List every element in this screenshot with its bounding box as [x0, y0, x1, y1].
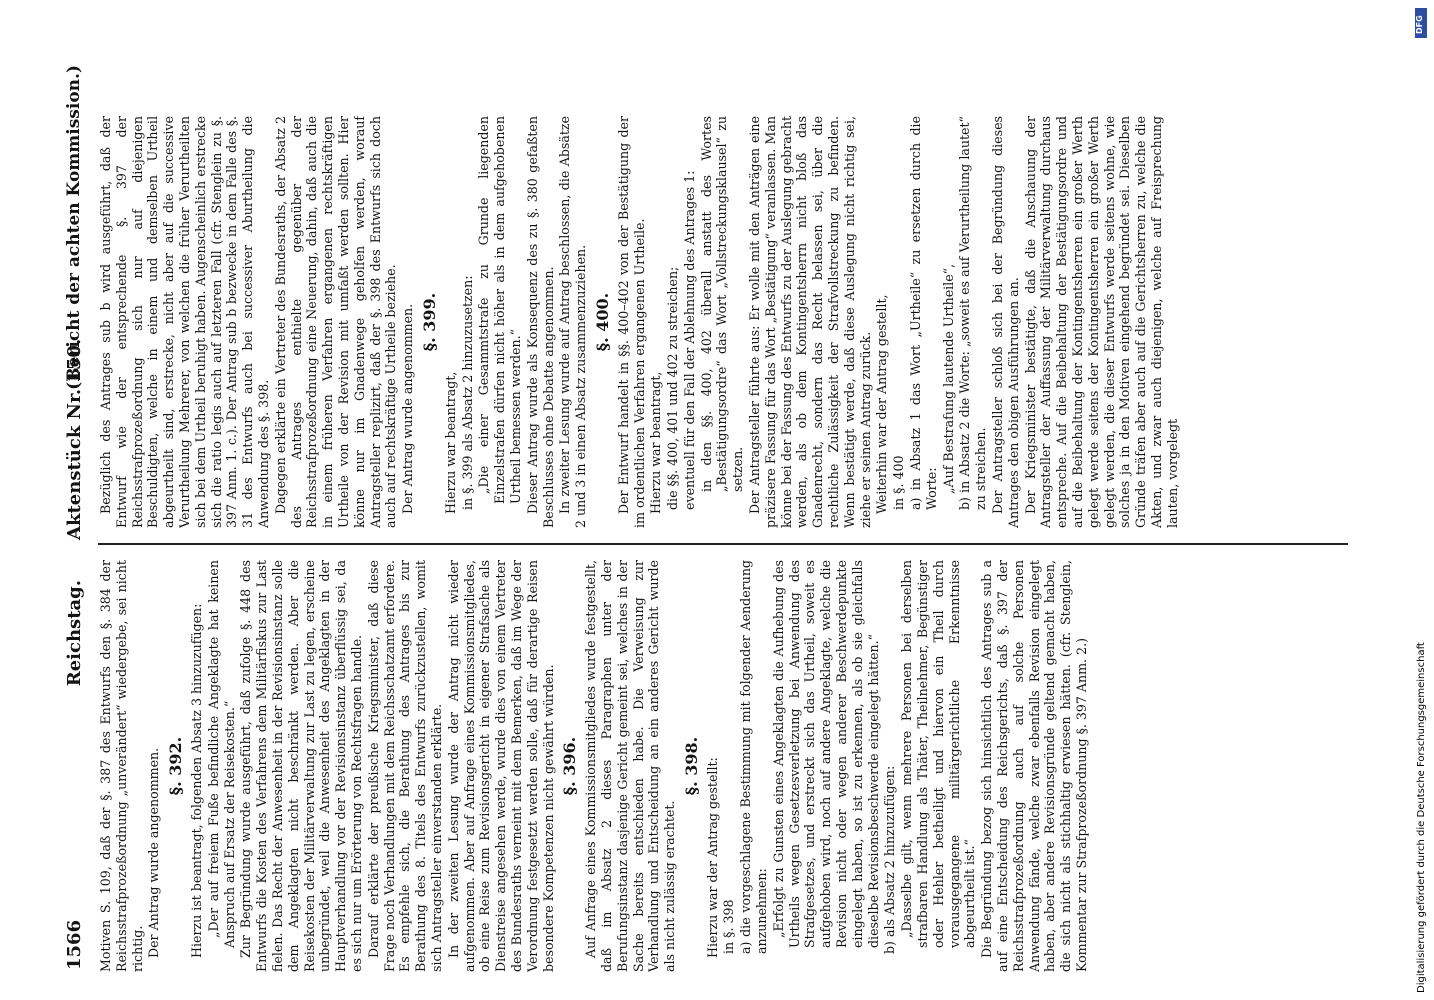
quoted-amendment: „Dasselbe gilt, wenn mehrere Personen bei derselben strafbaren Handlung als Thäter, Theilnehmer, Begünstiger oder Hehler betheiligt und hiervon ein Theil durch vorausgegangene militärgerichtliche Erkenntnisse abgeurtheilt ist.“ [899, 560, 978, 948]
paragraph: Dieser Antrag wurde als Konsequenz des zu §. 380 gefaßten Beschlusses ohne Debatte angenommen. [524, 116, 556, 528]
dfg-logo: DFG [1415, 8, 1427, 38]
text-column-right [98, 116, 1348, 528]
paragraph: Hierzu war der Antrag gestellt: [704, 757, 720, 958]
column-divider [98, 543, 1348, 545]
paragraph: Der Antrag wurde angenommen. [146, 747, 162, 958]
section-heading: §. 392. [166, 736, 186, 796]
section-heading: §. 396. [560, 736, 580, 796]
paragraph: Der Antragsteller schloß sich bei der Begründung dieses Antrages den obigen Ausführungen an. [990, 116, 1021, 528]
quoted-amendment: „Die einer Gesammtstrafe zu Grunde liegenden Einzelstrafen dürfen nicht höher als in dem aufgehobenen Urtheil bemessen werden.“ [476, 116, 523, 504]
section-heading: §. 399. [419, 292, 439, 352]
list-item: die §§. 400, 401 und 402 zu streichen; [665, 266, 681, 510]
running-title-a: Reichstag. [64, 579, 85, 687]
paragraph: Auf Anfrage eines Kommissionsmitgliedes wurde festgestellt, daß im Absatz 2 dieses Paragraphen unter der Berufungsinstanz dasjenige Gericht gemeint sei, welches in der Sache bereits entschieden habe. Die Verweisung zur Verhandlung und Entscheidung an ein anderes Gericht wurde als nicht zulässig erachtet. [583, 560, 678, 972]
list-item: in den §§. 400, 402 überall anstatt des Wortes „Bestätigungsordre“ das Wort „Vollstreckungsklausel“ zu setzen. [698, 116, 746, 492]
paragraph: Die Begründung bezog sich hinsichtlich des Antrages sub a auf eine Entscheidung des Reichsgerichts, daß §. 397 der Reichsstrafprozeßordnung auch auf solche Personen Anwendung fände, welche zwar ebenfalls Revision eingelegt haben, aber andere Revisionsgründe geltend gemacht haben, die sich nicht als stichhaltig erwiesen hätten. (cfr. Stenglein, Kommentar zur Strafprozeßordnung §. 397 Anm. 2.) [979, 560, 1090, 972]
section-heading: §. 398. [681, 736, 701, 796]
text-column-left [98, 560, 1348, 972]
paragraph: Der Entwurf handelt in §§. 400–402 von der Bestätigung der im ordentlichen Verfahren ergangenen Urtheile. [615, 116, 647, 528]
quoted-amendment: „Der auf freiem Fuße befindliche Angeklagte hat keinen Anspruch auf Ersatz der Reisekosten.“ [205, 560, 237, 948]
list-item: eventuell für den Fall der Ablehnung des Antrages 1: [681, 170, 697, 510]
paragraph: In zweiter Lesung wurde auf Antrag beschlossen, die Absätze 2 und 3 in einen Absatz zusammenzuziehen. [557, 116, 589, 528]
paragraph: Der Antrag wurde angenommen. [400, 303, 416, 514]
running-title-right: (Bericht der achten Kommission.) [64, 65, 84, 390]
page-header [60, 35, 90, 990]
scanned-page [60, 35, 1360, 990]
list-item: in §. 399 als Absatz 2 hinzuzusetzen: [459, 275, 475, 510]
paragraph: Hierzu war beantragt, [648, 371, 664, 514]
paragraph: Darauf erklärte der preußische Kriegsminister, daß diese Frage noch Verhandlungen mit dem Reichsschatzamt erfordere. Es empfehle sich, die Berathung des Antrages bis zur Berathung des 8. Titels des Entwurfs zurückzustellen, womit sich Antragsteller einverstanden erklärte. [365, 560, 444, 972]
paragraph: Motiven S. 109, daß der §. 387 des Entwurfs den §. 384 der Reichsstrafprozeßordnung „unverändert“ wiedergebe, sei nicht richtig. [98, 560, 145, 972]
paragraph: In der zweiten Lesung wurde der Antrag nicht wieder aufgenommen. Aber auf Anfrage eines Kommissionsmitgliedes, ob eine Reise zum Revisionsgericht in eigener Strafsache als Dienstreise angesehen werde, wurde dies von einem Vertreter des Bundesraths verneint mit dem Bemerken, daß im Wege der Verordnung festgesetzt werden solle, daß für derartige Reisen besondere Kompetenzen nicht gewährt würden. [445, 560, 556, 972]
paragraph: Hierzu ist beantragt, folgenden Absatz 3 hinzuzufügen: [188, 603, 204, 958]
digitization-credit [1412, 8, 1430, 993]
paragraph: Der Antragsteller führte aus: Er wolle mit den Anträgen eine präzisere Fassung für das Wort „Bestätigung“ veranlassen. Man könne bei der Fassung des Entwurfs zu der Auslegung gebracht werden, als ob dem Kontingentsherrn nicht bloß das Gnadenrecht, sondern das Recht belassen sei, über die rechtliche Zulässigkeit der Strafvollstreckung zu befinden. Wenn bestätigt werde, daß diese Auslegung nicht richtig sei, ziehe er seinen Antrag zurück. [747, 116, 873, 528]
paragraph: Dagegen erklärte ein Vertreter des Bundesraths, der Absatz 2 des Antrages enthielte gegenüber der Reichsstrafprozeßordnung eine Neuerung, dahin, daß auch die in einem früheren Verfahren ergangenen rechtskräftigen Urtheile von der Revision mit umfaßt werden sollten. Hier könne nur im Gnadenwege geholfen werden, worauf Antragsteller replizirt, daß der §. 398 des Entwurfs sich doch auch auf rechtskräftige Urtheile beziehe. [272, 116, 399, 528]
paragraph: Weiterhin war der Antrag gestellt, [874, 294, 890, 514]
list-item: b) als Absatz 2 hinzuzufügen: [882, 765, 898, 954]
quoted-amendment: „Erfolgt zu Gunsten eines Angeklagten die Aufhebung des Urtheils wegen Gesetzesverletzung bei Anwendung des Strafgesetzes, und erstreckt sich das Urtheil, soweit es aufgehoben wird, noch auf andere Angeklagte, welche die Revision nicht oder wegen anderer Beschwerdepunkte eingelegt haben, so ist zu erkennen, als ob sie gleichfalls dieselbe Revisionsbeschwerde eingelegt hätten.“ [770, 560, 881, 948]
paragraph: Zur Begründung wurde ausgeführt, daß zufolge §. 448 des Entwurfs die Kosten des Verfahrens dem Militärfiskus zur Last fielen. Das Recht der Anwesenheit in der Revisionsinstanz solle dem Angeklagten nicht beschränkt werden. Aber die Reisekosten der Militärverwaltung zur Last zu legen, erscheine unbegründet, weil die Anwesenheit des Angeklagten in der Hauptverhandlung vor der Revisionsinstanz überflüssig sei, da es sich nur um Erörterung von Rechtsfragen handle. [238, 560, 364, 972]
section-heading: §. 400. [592, 292, 612, 352]
paragraph: Bezüglich des Antrages sub b wird ausgeführt, daß der Entwurf wie der entsprechende §. 397 der Reichsstrafprozeßordnung sich nur auf diejenigen Beschuldigten, welche in einem und demselben Urtheil abgeurtheilt sind, erstrecke, nicht aber auf die successive Verurtheilung Mehrerer, von welchen die früher Verurtheilten sich bei dem Urtheil beruhigt haben. Augenscheinlich erstrecke sich die ratio legis auch auf letzteren Fall (cfr. Stenglein zu §. 397 Anm. 1. c.). Der Antrag sub b bezwecke in dem Falle des §. 31 des Entwurfs auch bei successiver Aburtheilung die Anwendung des §. 398. [98, 116, 271, 528]
digitization-credit-text: Digitalisierung gefördert durch die Deutsche Forschungsgemeinschaft [1416, 642, 1427, 993]
paragraph: Der Kriegsminister bestätigte, daß die Anschauung der Antragsteller der Auffassung der Militärverwaltung durchaus entspreche. Auf die Beibehaltung der Bestätigungsordre und auf die Beibehaltung der Kontingentsherren ein großer Werth gelegt werde seitens der Kontingentsherren ein großer Werth gelegt werden, die dieser Entwurfs werde seitens wohne, wie solches ja in den Motiven eingehend begründet sei. Dieselben Gründe träfen aber auch auf die Gerichtsherren zu, welche die Akten, und zwar auch diejenigen, welche auf Freisprechung lauten, vorgelegt [1022, 116, 1180, 528]
list-item: a) in Absatz 1 das Wort „Urtheile“ zu ersetzen durch die Worte: [908, 116, 939, 510]
list-item: in §. 398 [721, 899, 737, 954]
list-item: b) in Absatz 2 die Worte: „soweit es auf Verurtheilung lautet“ zu streichen. [957, 116, 989, 510]
list-item: in §. 400 [891, 455, 907, 510]
quoted-amendment: „Auf Bestrafung lautende Urtheile“, [940, 263, 956, 494]
running-title-b: Aktenstück Nr. 150. [64, 338, 85, 540]
list-item: a) die vorgeschlagene Bestimmung mit folgender Aenderung anzunehmen: [738, 560, 770, 954]
page-number: 1566 [64, 919, 85, 970]
paragraph: Hierzu war beantragt, [442, 371, 458, 514]
